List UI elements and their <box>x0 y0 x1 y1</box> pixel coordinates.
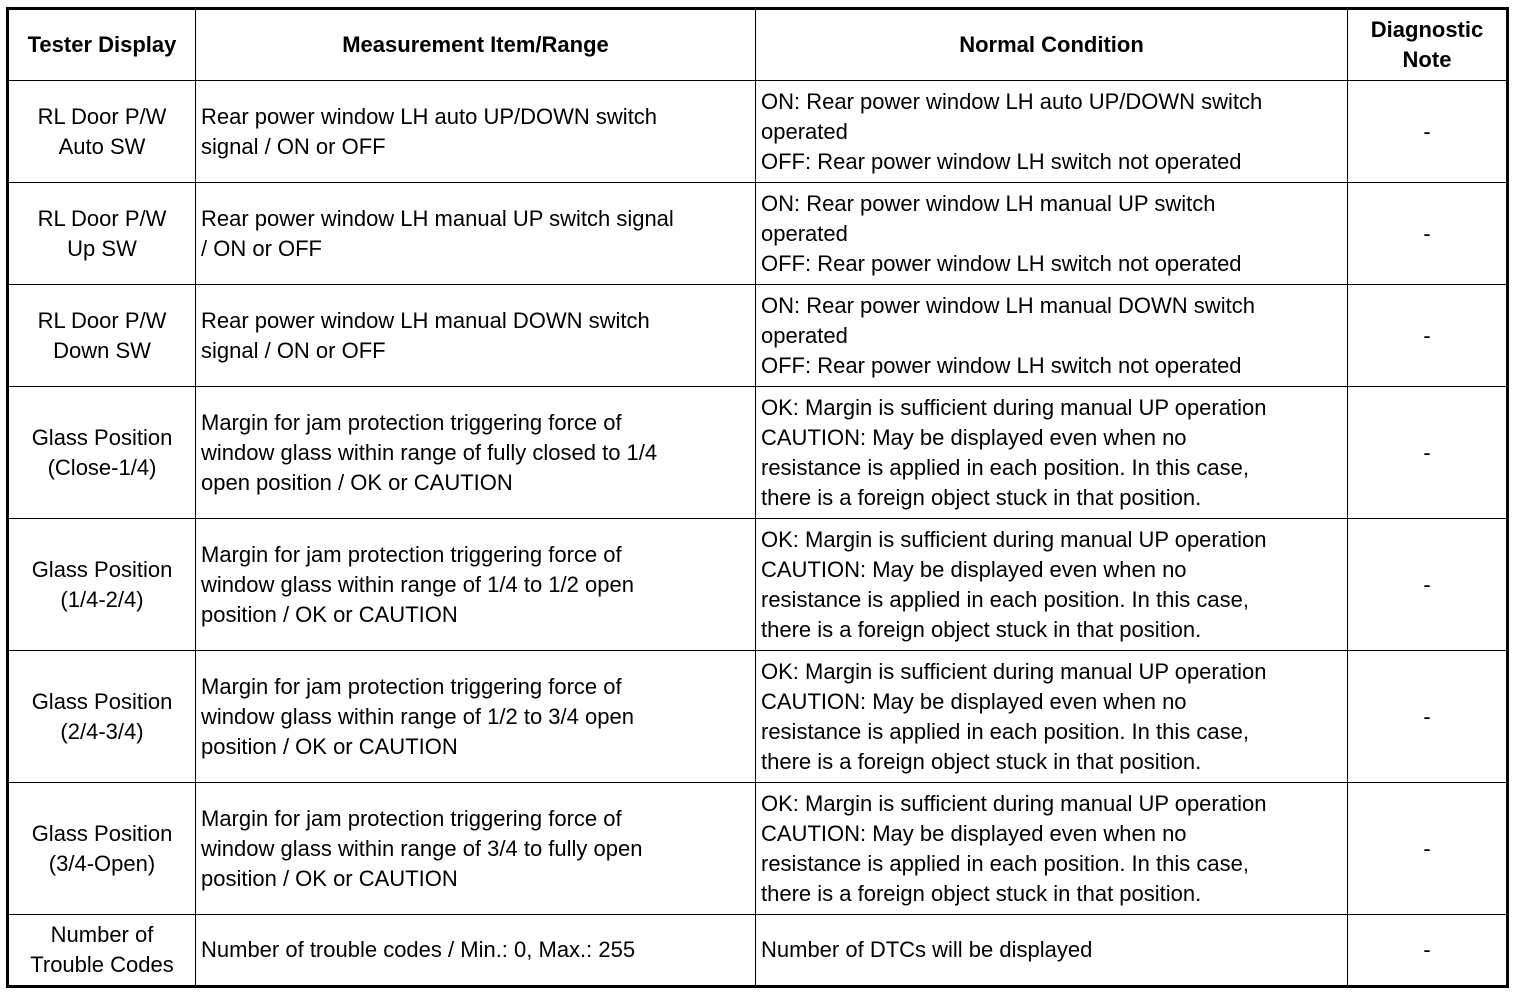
cell-diagnostic-note: - <box>1348 915 1508 987</box>
data-list-table-container <box>6 7 1506 988</box>
cell-diagnostic-note: - <box>1348 783 1508 915</box>
header-tester-display: Tester Display <box>8 9 196 81</box>
table-header-row <box>8 9 1508 81</box>
cell-measurement-item: Rear power window LH manual DOWN switch signal / ON or OFF <box>196 285 756 387</box>
cell-tester-display: Glass Position (1/4-2/4) <box>8 519 196 651</box>
table-row <box>8 651 1508 783</box>
cell-diagnostic-note: - <box>1348 183 1508 285</box>
cell-measurement-item: Margin for jam protection triggering force of window glass within range of 3/4 to fully open position / OK or CAUTION <box>196 783 756 915</box>
cell-diagnostic-note: - <box>1348 81 1508 183</box>
cell-measurement-item: Margin for jam protection triggering force of window glass within range of fully closed to 1/4 open position / OK or CAUTION <box>196 387 756 519</box>
table-row <box>8 783 1508 915</box>
cell-normal-condition: ON: Rear power window LH manual DOWN switch operated OFF: Rear power window LH switch not operated <box>756 285 1348 387</box>
cell-diagnostic-note: - <box>1348 387 1508 519</box>
cell-measurement-item: Rear power window LH manual UP switch signal / ON or OFF <box>196 183 756 285</box>
cell-measurement-item: Margin for jam protection triggering force of window glass within range of 1/2 to 3/4 open position / OK or CAUTION <box>196 651 756 783</box>
cell-diagnostic-note: - <box>1348 519 1508 651</box>
cell-measurement-item: Margin for jam protection triggering force of window glass within range of 1/4 to 1/2 open position / OK or CAUTION <box>196 519 756 651</box>
table-row <box>8 387 1508 519</box>
cell-tester-display: Number of Trouble Codes <box>8 915 196 987</box>
data-list-table <box>6 7 1509 988</box>
cell-normal-condition: ON: Rear power window LH auto UP/DOWN switch operated OFF: Rear power window LH switch not operated <box>756 81 1348 183</box>
cell-measurement-item: Rear power window LH auto UP/DOWN switch signal / ON or OFF <box>196 81 756 183</box>
cell-normal-condition: OK: Margin is sufficient during manual UP operation CAUTION: May be displayed even when no resistance is applied in each position. In this case, there is a foreign object stuck in that position. <box>756 783 1348 915</box>
header-normal-condition: Normal Condition <box>756 9 1348 81</box>
cell-tester-display: RL Door P/W Down SW <box>8 285 196 387</box>
cell-diagnostic-note: - <box>1348 651 1508 783</box>
table-row <box>8 81 1508 183</box>
cell-diagnostic-note: - <box>1348 285 1508 387</box>
cell-tester-display: Glass Position (3/4-Open) <box>8 783 196 915</box>
cell-tester-display: RL Door P/W Up SW <box>8 183 196 285</box>
table-row <box>8 915 1508 987</box>
cell-tester-display: Glass Position (Close-1/4) <box>8 387 196 519</box>
header-diagnostic-note: Diagnostic Note <box>1348 9 1508 81</box>
cell-normal-condition: Number of DTCs will be displayed <box>756 915 1348 987</box>
table-row <box>8 285 1508 387</box>
table-row <box>8 519 1508 651</box>
cell-measurement-item: Number of trouble codes / Min.: 0, Max.: 255 <box>196 915 756 987</box>
cell-tester-display: RL Door P/W Auto SW <box>8 81 196 183</box>
header-measurement-item: Measurement Item/Range <box>196 9 756 81</box>
cell-normal-condition: OK: Margin is sufficient during manual UP operation CAUTION: May be displayed even when no resistance is applied in each position. In this case, there is a foreign object stuck in that position. <box>756 387 1348 519</box>
cell-normal-condition: OK: Margin is sufficient during manual UP operation CAUTION: May be displayed even when no resistance is applied in each position. In this case, there is a foreign object stuck in that position. <box>756 519 1348 651</box>
table-row <box>8 183 1508 285</box>
cell-normal-condition: OK: Margin is sufficient during manual UP operation CAUTION: May be displayed even when no resistance is applied in each position. In this case, there is a foreign object stuck in that position. <box>756 651 1348 783</box>
cell-normal-condition: ON: Rear power window LH manual UP switch operated OFF: Rear power window LH switch not operated <box>756 183 1348 285</box>
cell-tester-display: Glass Position (2/4-3/4) <box>8 651 196 783</box>
